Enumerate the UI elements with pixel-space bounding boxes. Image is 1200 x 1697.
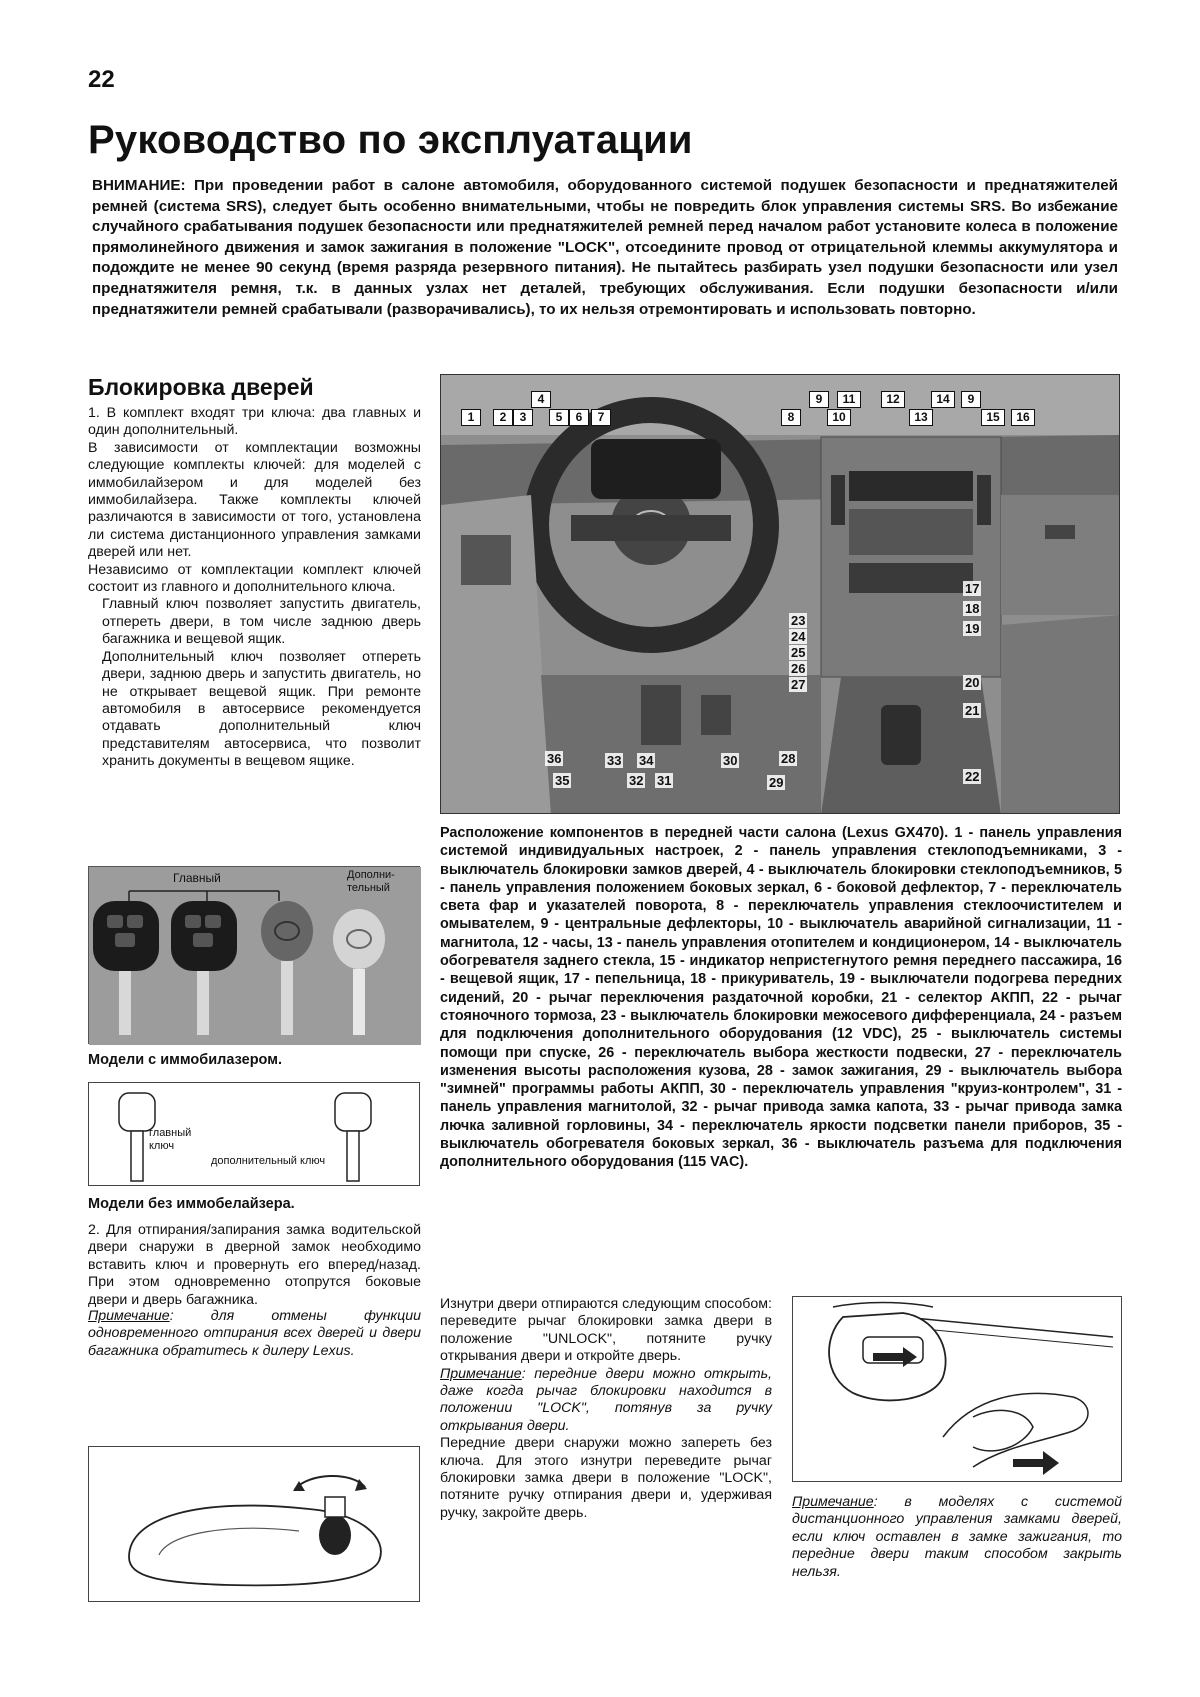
paragraph: В зависимости от комплектации возможны следующие комплекты ключей: для моделей с иммобилайзером и для моделей без иммобилайзера. Также комплекты ключей различаются в зависимости от того, установлена ли система дистанционного управления замками дверей или нет. <box>88 439 421 561</box>
note-label: Примечание <box>440 1365 522 1382</box>
srs-warning: ВНИМАНИЕ: При проведении работ в салоне автомобиля, оборудованного системой подушек безопасности и преднатяжителей ремней (система SRS), следует быть особенно внимательными, чтобы не повредить блок управления системы SRS. Во избежание случайного срабатывания подушек безопасности или преднатяжителей ремней перед началом работ установите колеса в положение прямолинейного движения и замок зажигания в положение "LOCK", отсоедините провод от отрицательной клеммы аккумулятора и подождите не менее 90 секунд (время разряда резервного питания). Не пытайтесь разбирать узел подушки безопасности или узел преднатяжителя ремня, т.к. в данных узлах нет деталей, требующих обслуживания. Если подушки безопасности и/или преднатяжители ремней срабатывали (разворачивались), то их нельзя отремонтировать и использовать повторно. <box>92 177 1118 318</box>
inside-unlock-section <box>440 1296 772 1522</box>
tag-5: 5 <box>549 409 569 426</box>
tag-19: 19 <box>965 621 980 636</box>
tag-31: 31 <box>657 773 672 788</box>
door-interior-drawing <box>792 1296 1122 1482</box>
tag-30: 30 <box>723 753 738 768</box>
tag-24: 24 <box>791 629 806 644</box>
tag-22: 22 <box>965 769 980 784</box>
door-lock-section <box>88 374 421 771</box>
paragraph: Независимо от комплектации комплект ключей состоит из главного и дополнительного ключа. <box>88 561 421 596</box>
caption-no-immobilizer: Модели без иммобелайзера. <box>88 1196 295 1212</box>
tag-7: 7 <box>591 409 611 426</box>
tag-4: 4 <box>531 391 551 408</box>
tag-33: 33 <box>607 753 622 768</box>
note-text: : в моделях с системой дистанционного управления замками дверей, если ключ оставлен в замке зажигания, то передние двери таким способом закрыть нельзя. <box>792 1494 1122 1580</box>
paragraph: Изнутри двери отпираются следующим способом: переведите рычаг блокировки замка двери в положение "UNLOCK", потяните ручку открывания двери и откройте дверь. <box>440 1296 772 1365</box>
tag-27: 27 <box>791 677 806 692</box>
door-handle-key-drawing <box>88 1446 420 1602</box>
tag-14: 14 <box>931 391 955 408</box>
page-title: Руководство по эксплуатации <box>88 118 693 162</box>
tag-17: 17 <box>965 581 980 596</box>
section-heading: Блокировка дверей <box>88 374 314 400</box>
tag-9: 9 <box>809 391 829 408</box>
handle-illustration <box>89 1447 421 1603</box>
tag-8: 8 <box>781 409 801 426</box>
tag-11: 11 <box>837 391 861 408</box>
tag-36: 36 <box>547 751 562 766</box>
tag-29: 29 <box>769 775 784 790</box>
note-text: : передние двери можно открыть, даже когда рычаг блокировки находится в положении "LOCK", потянув за ручку открывания двери. <box>440 1365 772 1434</box>
keys-immobilizer-photo <box>88 866 420 1044</box>
tag-15: 15 <box>981 409 1005 426</box>
paragraph: 2. Для отпирания/запирания замка водительской двери снаружи в дверной замок необходимо вставить ключ и провернуть его вперед/назад. При этом одновременно отопрутся боковые двери и дверь багажника. <box>88 1222 421 1308</box>
tag-23: 23 <box>791 613 806 628</box>
note-text: : для отмены функции одновременного отпирания всех дверей и двери багажника обратитесь к дилеру Lexus. <box>88 1308 421 1359</box>
tag-21: 21 <box>965 703 980 718</box>
note <box>440 1366 772 1436</box>
paragraph: Передние двери снаружи можно запереть без ключа. Для этого изнутри переведите рычаг блокировки замка двери в положение "LOCK", потяните ручку отпирания двери и, удерживая ручку, закройте дверь. <box>440 1435 772 1521</box>
tag-20: 20 <box>965 675 980 690</box>
tag-18: 18 <box>965 601 980 616</box>
note-label: Примечание <box>88 1308 170 1324</box>
keys-line-drawing <box>89 1083 421 1187</box>
tag-35: 35 <box>555 773 570 788</box>
tag-9b: 9 <box>961 391 981 408</box>
main-key-drawing-label: главный ключ <box>149 1127 192 1152</box>
paragraph: Дополнительный ключ позволяет отпереть двери, заднюю дверь и запустить двигатель, но не открывает вещевой ящик. При ремонте автомобиля в автосервисе рекомендуется отдавать дополнительный ключ представителям автосервиса, что позволит хранить документы в вещевом ящике. <box>102 648 421 770</box>
page-number: 22 <box>88 66 115 93</box>
tag-32: 32 <box>629 773 644 788</box>
tag-13: 13 <box>909 409 933 426</box>
tag-25: 25 <box>791 645 806 660</box>
tag-6: 6 <box>569 409 589 426</box>
tag-12: 12 <box>881 391 905 408</box>
paragraph: 1. В комплект входят три ключа: два главных и один дополнительный. <box>88 405 421 439</box>
diagram-caption: Расположение компонентов в передней части салона (Lexus GX470). 1 - панель управления системой индивидуальных настроек, 2 - панель управления стеклоподъемниками, 3 - выключатель блокировки замков дверей, 4 - выключатель блокировки стеклоподъемников, 5 - панель управления положением боковых зеркал, 6 - боковой дефлектор, 7 - переключатель света фар и указателей поворота, 8 - переключатель управления стеклоочистителем и омывателем, 9 - центральные дефлекторы, 10 - выключатель аварийной сигнализации, 11 - магнитола, 12 - часы, 13 - панель управления отопителем и кондиционером, 14 - выключатель обогревателя заднего стекла, 15 - индикатор непристегнутого ремня переднего пассажира, 16 - вещевой ящик, 17 - пепельница, 18 - прикуриватель, 19 - выключатели подогрева передних сидений, 20 - рычаг переключения раздаточной коробки, 21 - селектор АКПП, 22 - рычаг стояночного тормоза, 23 - выключатель блокировки межосевого дифференциала, 24 - разъем для подключения дополнительного оборудования (12 VDC), 25 - выключатель системы помощи при спуске, 26 - переключатель выбора жесткости подвески, 27 - переключатель изменения высоты расположения кузова, 28 - замок зажигания, 29 - выключатель выбора "зимней" программы работы АКПП, 30 - переключатель управления "круиз-контролем", 31 - панель управления магнитолой, 32 - рычаг привода замка капота, 33 - рычаг привода замка лючка заливной горловины, 34 - переключатель яркости подсветки панели приборов, 35 - выключатель обогревателя боковых зеркал, 36 - выключатель разъема для подключения дополнительного оборудования (115 VAC). <box>440 825 1122 1171</box>
paragraph: Главный ключ позволяет запустить двигатель, отпереть двери, в том числе заднюю дверь багажника и вещевой ящик. <box>102 596 421 648</box>
tag-34: 34 <box>639 753 654 768</box>
dashboard-illustration <box>441 375 1120 814</box>
caption-immobilizer: Модели с иммобилазером. <box>88 1052 282 1068</box>
tag-2: 2 <box>493 409 513 426</box>
tag-26: 26 <box>791 661 806 676</box>
tag-3: 3 <box>513 409 533 426</box>
tag-1: 1 <box>461 409 481 426</box>
note <box>88 1308 421 1360</box>
tag-10: 10 <box>827 409 851 426</box>
extra-key-label: Дополни-тельный <box>347 869 395 894</box>
extra-key-drawing-label: дополнительный ключ <box>211 1155 326 1167</box>
tag-16: 16 <box>1011 409 1035 426</box>
tag-28: 28 <box>781 751 796 766</box>
main-key-label: Главный <box>173 871 221 885</box>
remote-lock-note <box>792 1494 1122 1581</box>
keys-no-immobilizer-drawing <box>88 1082 420 1186</box>
dashboard-photo <box>440 374 1120 814</box>
door-lever-illustration <box>793 1297 1123 1483</box>
note-label: Примечание <box>792 1494 874 1510</box>
